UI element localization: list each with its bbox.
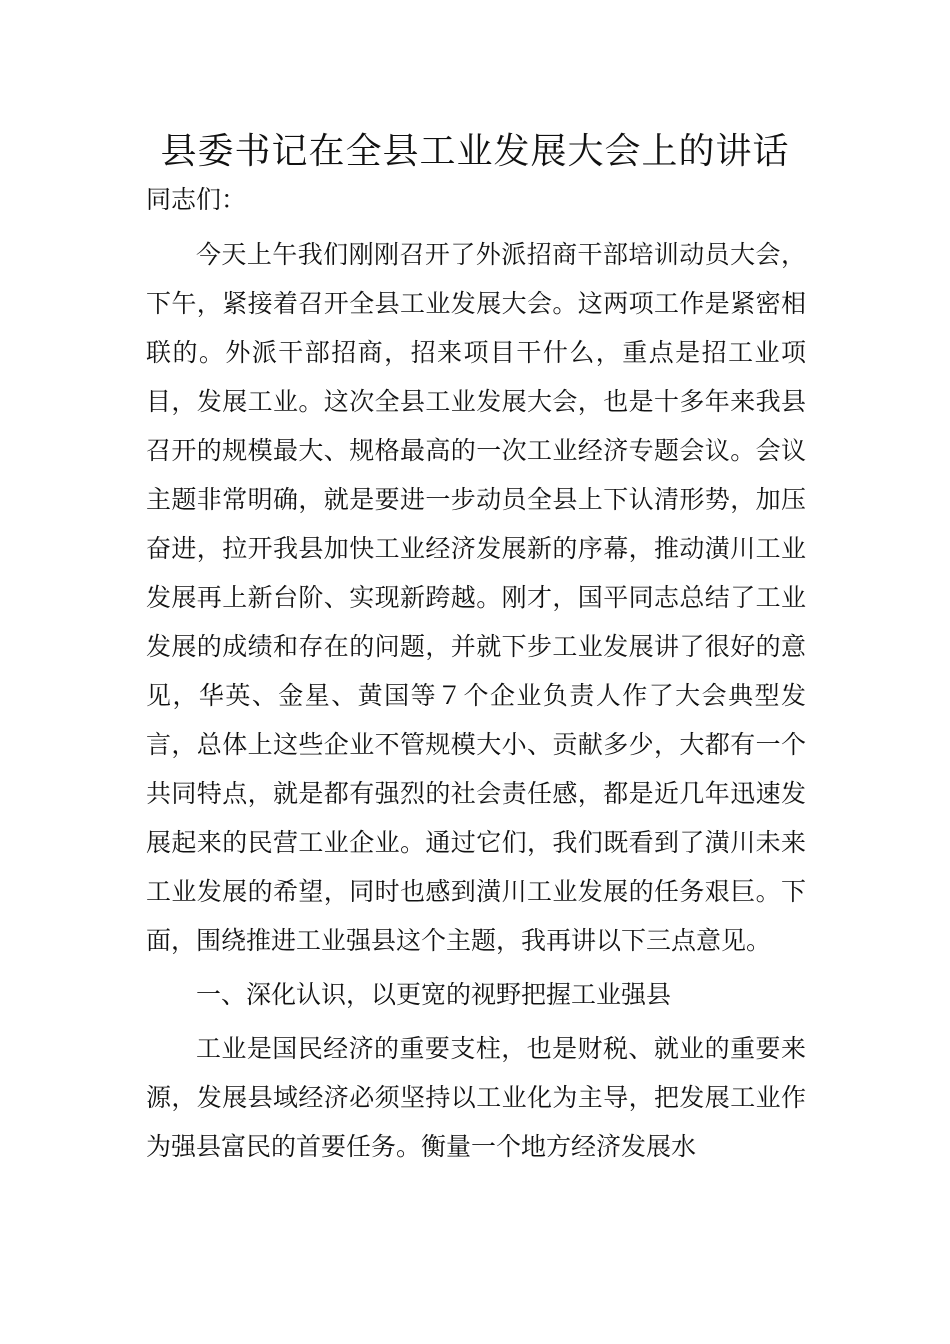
section-heading-1: 一、深化认识，以更宽的视野把握工业强县 [196,980,672,1009]
paragraph-intro: 今天上午我们刚刚召开了外派招商干部培训动员大会，下午，紧接着召开全县工业发展大会。这两项工作是紧密相联的。外派干部招商，招来项目干什么，重点是招工业项目，发展工业。这次全县工业发展大会，也是十多年来我县召开的规模最大、规格最高的一次工业经济专题会议。会议主题非常明确，就是要进一步动员全县上下认清形势，加压奋进，拉开我县加快工业经济发展新的序幕，推动潢川工业发展再上新台阶、实现新跨越。刚才，国平同志总结了工业发展的成绩和存在的问题，并就下步工业发展讲了很好的意见，华英、金星、黄国等７个企业负责人作了大会典型发言，总体上这些企业不管规模大小、贡献多少，大都有一个共同特点，就是都有强烈的社会责任感，都是近几年迅速发展起来的民营工业企业。通过它们，我们既看到了潢川未来工业发展的希望，同时也感到潢川工业发展的任务艰巨。下面，围绕推进工业强县这个主题，我再讲以下三点意见。 [146,240,806,955]
document-body [146,230,806,1171]
salutation: 同志们： [146,185,247,214]
paragraph-section-1: 工业是国民经济的重要支柱，也是财税、就业的重要来源，发展县域经济必须坚持以工业化为主导，把发展工业作为强县富民的首要任务。衡量一个地方经济发展水 [146,1034,806,1161]
document-title: 县委书记在全县工业发展大会上的讲话 [160,131,790,172]
